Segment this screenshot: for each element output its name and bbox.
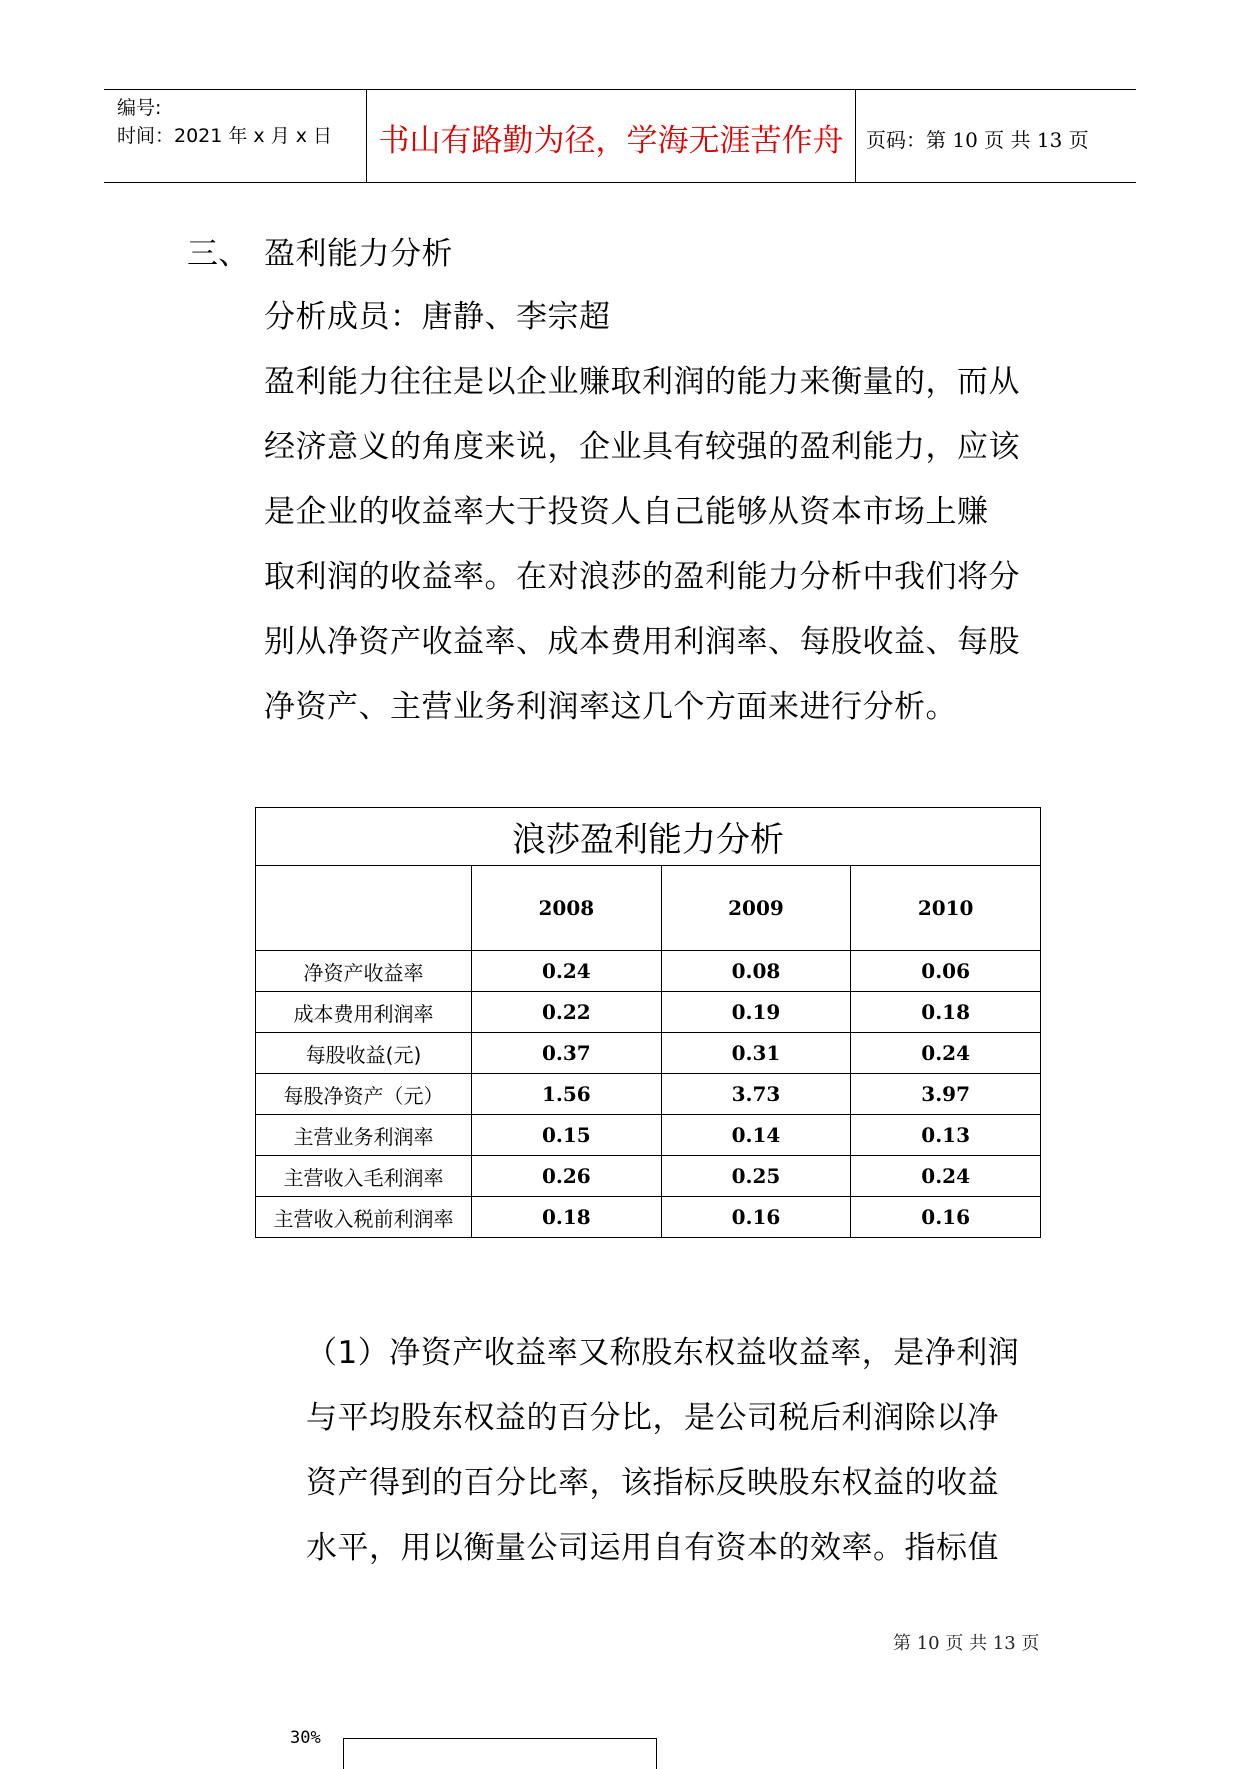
table-row [256,1074,1041,1115]
header-divider-right [855,89,856,182]
table-cell: 0.16 [661,1197,851,1238]
table-row [256,1197,1041,1238]
table-cell: 0.14 [661,1115,851,1156]
table-header-row [256,866,1041,951]
table-cell: 1.56 [472,1074,662,1115]
table-cell: 0.06 [851,951,1041,992]
header-divider-left [366,89,367,182]
table-row [256,1115,1041,1156]
row-label: 主营收入税前利润率 [256,1197,472,1238]
table-cell: 0.24 [851,1033,1041,1074]
paragraph-line: 是企业的收益率大于投资人自己能够从资本市场上赚 [264,494,989,530]
paragraph-line: 与平均股东权益的百分比，是公司税后利润除以净 [306,1400,999,1436]
table-cell: 0.18 [472,1197,662,1238]
paragraph-line: （1）净资产收益率又称股东权益收益率，是净利润 [306,1335,1020,1371]
table-cell: 0.16 [851,1197,1041,1238]
section-number: 三、 [187,236,249,272]
table-row [256,992,1041,1033]
paragraph-line: 资产得到的百分比率，该指标反映股东权益的收益 [306,1465,999,1501]
header-bottom-rule [104,182,1136,183]
table-cell: 0.22 [472,992,662,1033]
header-time: 时间：2021 年 x 月 x 日 [117,125,333,147]
table-cell: 0.15 [472,1115,662,1156]
row-label: 每股收益(元) [256,1033,472,1074]
table-cell: 0.13 [851,1115,1041,1156]
row-label: 每股净资产（元） [256,1074,472,1115]
row-label: 主营收入毛利润率 [256,1156,472,1197]
table-cell: 0.37 [472,1033,662,1074]
chart-tick-label: 30% [290,1728,321,1748]
column-header: 2009 [661,866,851,951]
table-row [256,951,1041,992]
paragraph-line: 取利润的收益率。在对浪莎的盈利能力分析中我们将分 [264,559,1020,595]
table-row [256,1156,1041,1197]
table-cell: 0.31 [661,1033,851,1074]
row-label: 成本费用利润率 [256,992,472,1033]
table-cell: 0.08 [661,951,851,992]
header-page-number: 页码：第 10 页 共 13 页 [866,128,1089,152]
paragraph-line: 盈利能力往往是以企业赚取利润的能力来衡量的，而从 [264,364,1020,400]
table-row [256,1033,1041,1074]
column-header: 2008 [472,866,662,951]
table-cell: 0.25 [661,1156,851,1197]
paragraph-line: 别从净资产收益率、成本费用利润率、每股收益、每股 [264,624,1020,660]
table-corner-cell [256,866,472,951]
table-cell: 3.73 [661,1074,851,1115]
paragraph-line: 净资产、主营业务利润率这几个方面来进行分析。 [264,689,957,725]
profitability-table [255,807,1041,1238]
row-label: 主营业务利润率 [256,1115,472,1156]
page-footer: 第 10 页 共 13 页 [893,1633,1040,1654]
table-cell: 0.26 [472,1156,662,1197]
table-cell: 0.24 [851,1156,1041,1197]
table-cell: 0.19 [661,992,851,1033]
section-members: 分析成员：唐静、李宗超 [264,299,611,335]
section-title: 盈利能力分析 [264,236,453,272]
table-title: 浪莎盈利能力分析 [256,808,1041,866]
table-cell: 3.97 [851,1074,1041,1115]
row-label: 净资产收益率 [256,951,472,992]
table-cell: 0.18 [851,992,1041,1033]
header-number: 编号: [117,97,162,119]
paragraph-line: 经济意义的角度来说，企业具有较强的盈利能力，应该 [264,429,1020,465]
header-motto: 书山有路勤为径，学海无涯苦作舟 [378,123,844,159]
header-top-rule [104,89,1136,90]
paragraph-line: 水平，用以衡量公司运用自有资本的效率。指标值 [306,1530,999,1566]
column-header: 2010 [851,866,1041,951]
table-cell: 0.24 [472,951,662,992]
